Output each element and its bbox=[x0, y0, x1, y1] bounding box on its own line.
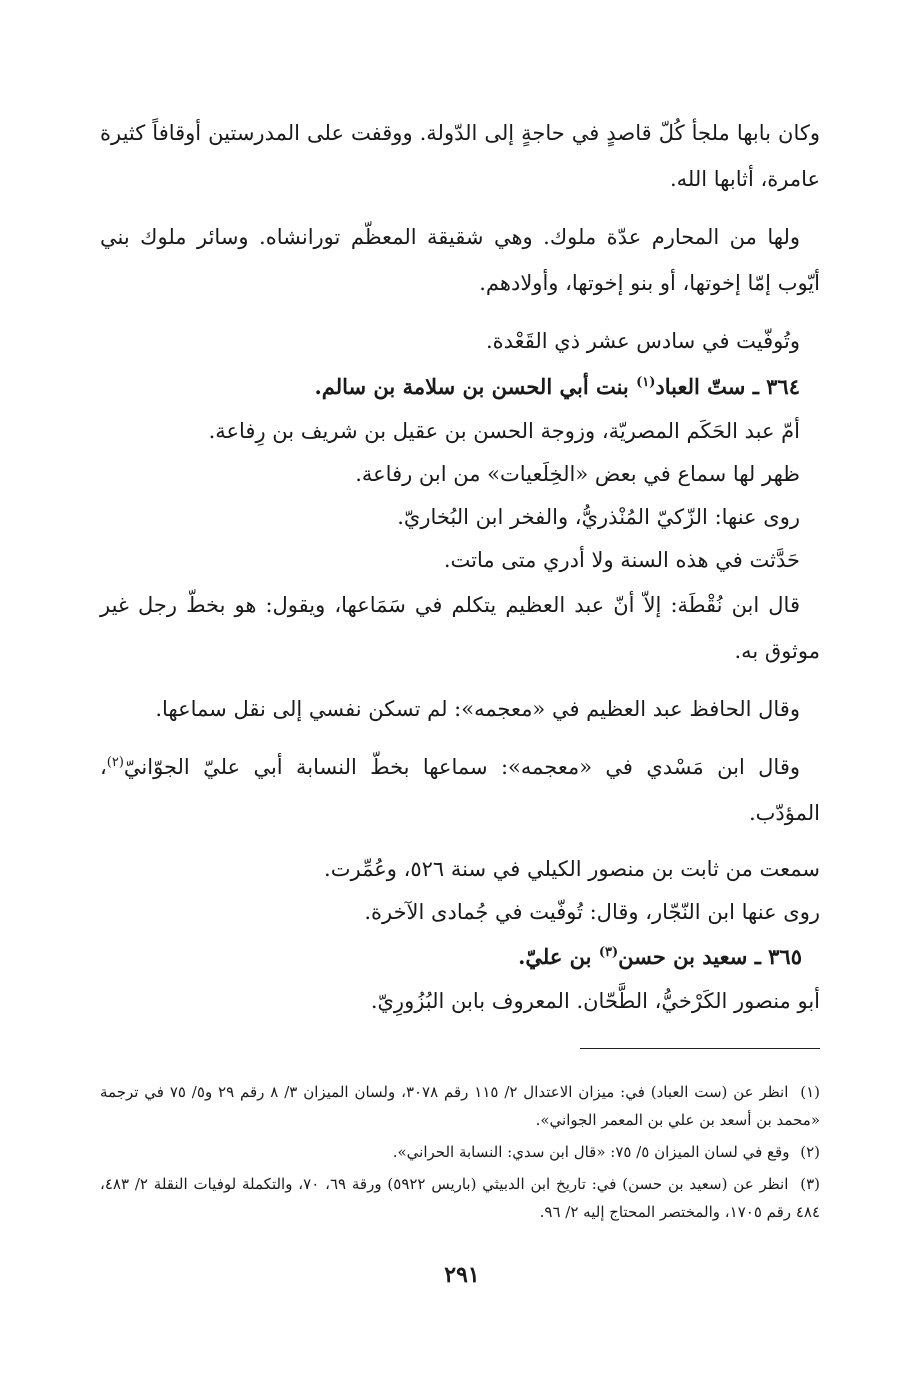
entry-365-heading bbox=[240, 934, 820, 980]
footnote-divider bbox=[580, 1048, 820, 1049]
footnote-text: انظر عن (ست العباد) في: ميزان الاعتدال ٢/ ١١٥ رقم ٣٠٧٨، ولسان الميزان ٣/ ٨ رقم ٢٩ و٥/ ٧٥ في ترجمة «محمد بن أسعد بن علي بن المعمر الجواني». bbox=[100, 1083, 820, 1129]
entry-name: ستّ العباد bbox=[655, 374, 746, 399]
entry-364-line: أمّ عبد الحَكَم المصريّة، وزوجة الحسن بن عقيل بن شريف بن رِفاعة. bbox=[208, 419, 800, 443]
entry-number: ٣٦٥ ـ bbox=[754, 944, 802, 969]
footnote-number: (٢) bbox=[800, 1143, 820, 1161]
entry-number: ٣٦٤ ـ bbox=[752, 374, 800, 399]
footnote-ref: (٣) bbox=[598, 945, 619, 960]
main-text bbox=[100, 110, 820, 1023]
footnote-text: وقع في لسان الميزان ٥/ ٧٥: «قال ابن سدي: النسابة الحراني». bbox=[392, 1143, 790, 1161]
footnote-3 bbox=[100, 1170, 820, 1226]
nested-line: سمعت من ثابت بن منصور الكيلي في سنة ٥٢٦، وعُمِّرت. bbox=[324, 857, 820, 881]
entry-364-line: روى عنها: الزّكيّ المُنْذريُّ، والفخر ابن البُخاريّ. bbox=[397, 505, 800, 529]
nested-line: روى عنها ابن النّجّار، وقال: تُوفّيت في جُمادى الآخرة. bbox=[364, 900, 820, 924]
entry-364-line: وقال ابن مَسْدي في «معجمه»: سماعها بخطّ النسابة أبي عليّ الجوّانيّ$^{(٢)}$، المؤدّب. bbox=[100, 755, 820, 825]
entry-name: سعيد بن حسن bbox=[618, 944, 748, 969]
footnote-1 bbox=[100, 1078, 820, 1134]
footnotes bbox=[100, 1078, 820, 1230]
entry-364-line: قال ابن نُقْطَة: إلاّ أنّ عبد العظيم يتكلم في سَمَاعها، ويقول: هو بخطّ رجل غير موثوق به. bbox=[100, 593, 820, 663]
entry-364-line: وقال الحافظ عبد العظيم في «معجمه»: لم تسكن نفسي إلى نقل سماعها. bbox=[155, 697, 800, 721]
paragraph-3: وتُوفّيت في سادس عشر ذي القَعْدة. bbox=[485, 329, 800, 353]
nested-block bbox=[240, 848, 820, 1023]
footnote-ref: (٢) bbox=[106, 755, 124, 770]
page-number: ٢٩١ bbox=[444, 1262, 480, 1288]
footnote-ref: (١) bbox=[636, 375, 656, 390]
footnote-text: انظر عن (سعيد بن حسن) في: تاريخ ابن الدبيثي (باريس ٥٩٢٢) ورقة ٦٩، ٧٠، والتكملة لوفيات النقلة ٢/ ٤٨٣، ٤٨٤ رقم ١٧٠٥، والمختصر المحتاج إليه ٢/ ٩٦. bbox=[100, 1175, 820, 1221]
paragraph-2: ولها من المحارم عدّة ملوك. وهي شقيقة المعظّم تورانشاه. وسائر ملوك بني أيّوب إمّا إخوتها، أو بنو إخوتها، وأولادهم. bbox=[100, 225, 820, 295]
entry-364-heading bbox=[100, 364, 820, 410]
entry-364-line: ظهر لها سماع في بعض «الخِلَعيات» من ابن رفاعة. bbox=[355, 462, 800, 486]
footnote-2 bbox=[100, 1138, 820, 1166]
paragraph-1: وكان بابها ملجأ كُلّ قاصدٍ في حاجةٍ إلى الدّولة. ووقفت على المدرستين أوقافاً كثيرة عامرة، أثابها الله. bbox=[100, 121, 820, 191]
entry-name-rest: بن عليّ. bbox=[518, 944, 592, 969]
entry-364-line: حَدَّثت في هذه السنة ولا أدري متى ماتت. bbox=[443, 548, 800, 572]
entry-365-line: أبو منصور الكَرْخيُّ، الطَّحّان. المعروف بابن البُزُورِيّ. bbox=[370, 989, 820, 1013]
footnote-number: (١) bbox=[800, 1083, 821, 1101]
footnote-number: (٣) bbox=[800, 1175, 821, 1193]
entry-name-rest: بنت أبي الحسن بن سلامة بن سالم. bbox=[314, 374, 629, 399]
